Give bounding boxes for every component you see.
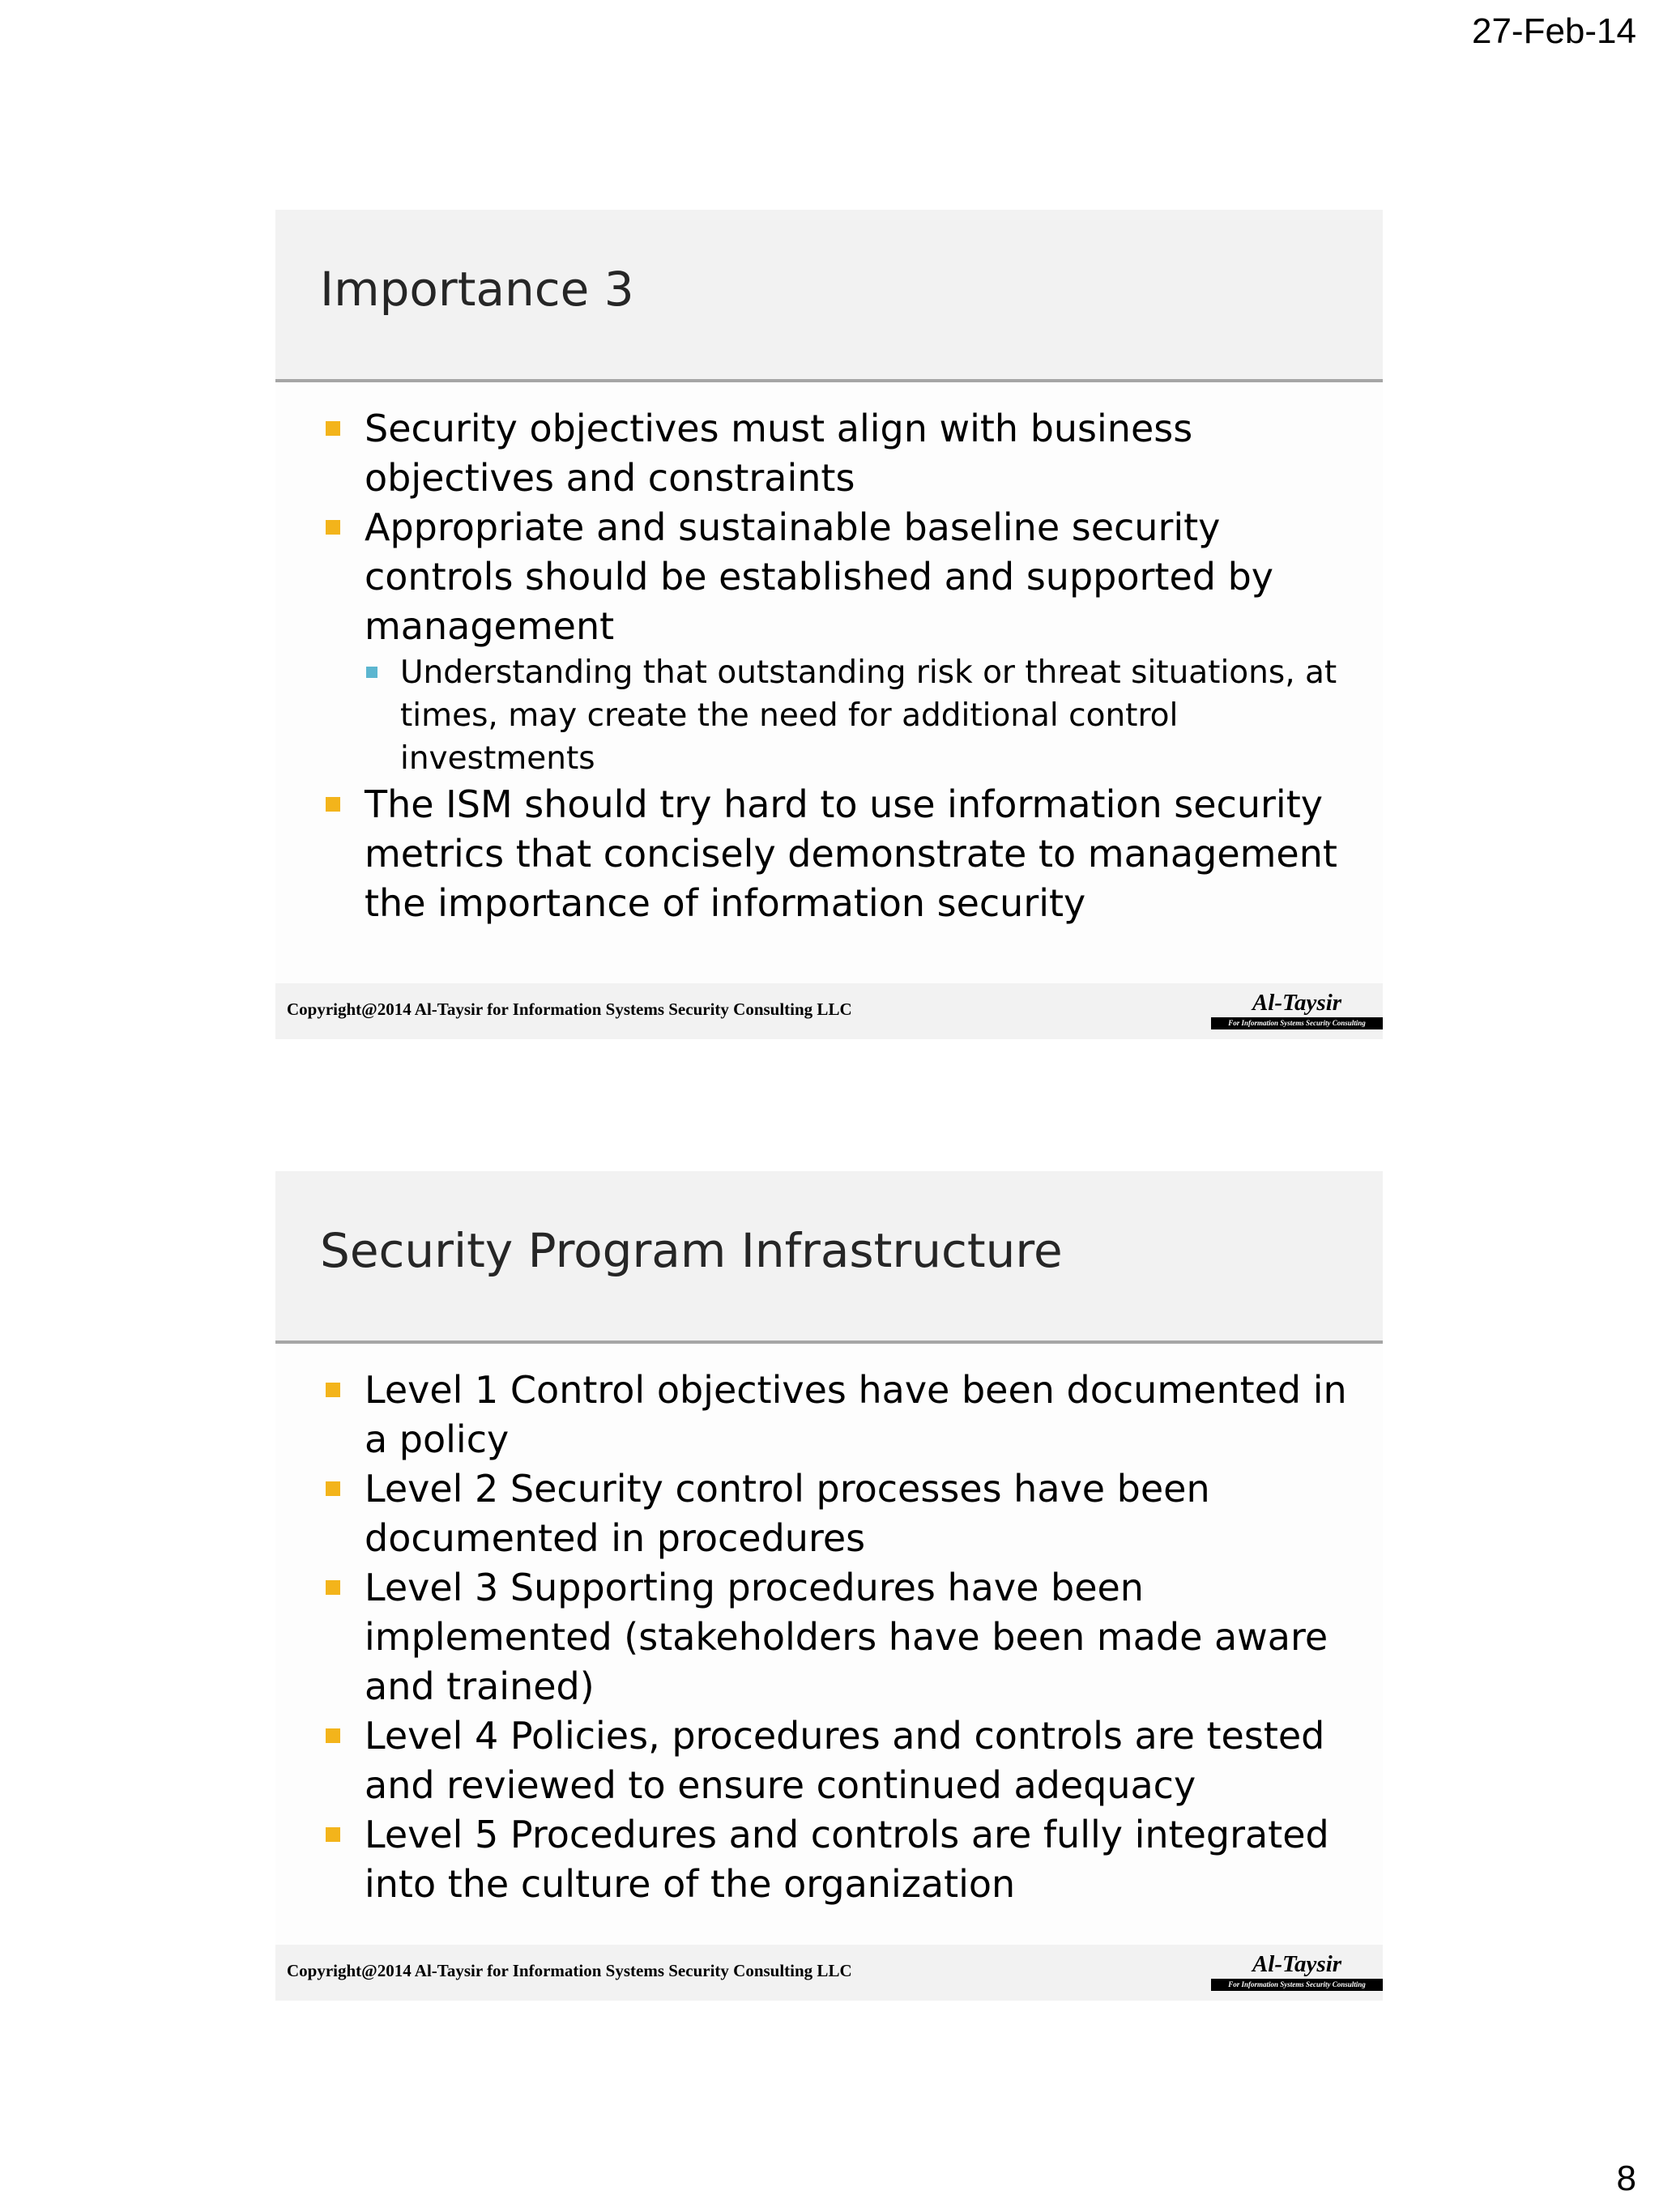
page-number: 8	[1616, 2159, 1636, 2198]
logo-tagline: For Information Systems Security Consulting	[1211, 1017, 1383, 1029]
copyright-notice: Copyright@2014 Al-Taysir for Information Systems Security Consulting LLC	[287, 1961, 852, 1980]
page-date: 27-Feb-14	[1471, 11, 1636, 51]
slide-header	[275, 210, 1383, 379]
slide-footer	[275, 1945, 1383, 2001]
slide-title: Importance 3	[320, 262, 634, 317]
bullet-list	[324, 404, 1369, 928]
bullet-item: Appropriate and sustainable baseline security controls should be established and supported by management	[324, 503, 1369, 651]
header-divider	[275, 379, 1383, 382]
bullet-item: Security objectives must align with business objectives and constraints	[324, 404, 1369, 503]
bullet-item: Level 3 Supporting procedures have been implemented (stakeholders have been made aware and trained)	[324, 1563, 1369, 1711]
slide-importance-3	[275, 210, 1383, 1039]
logo-name: Al-Taysir	[1252, 990, 1342, 1016]
slide-title: Security Program Infrastructure	[320, 1223, 1063, 1278]
slide-header	[275, 1171, 1383, 1340]
header-divider	[275, 1340, 1383, 1344]
slide-body	[324, 1366, 1369, 1909]
bullet-item: Level 2 Security control processes have been documented in procedures	[324, 1464, 1369, 1563]
copyright-notice: Copyright@2014 Al-Taysir for Information Systems Security Consulting LLC	[287, 999, 852, 1019]
slide-footer	[275, 983, 1383, 1039]
slide-body	[324, 404, 1369, 928]
bullet-item: The ISM should try hard to use information security metrics that concisely demonstrate to management the importance of information security	[324, 780, 1369, 928]
sub-bullet-item: Understanding that outstanding risk or threat situations, at times, may create the need for additional control investments	[324, 651, 1369, 780]
logo-tagline: For Information Systems Security Consulting	[1211, 1979, 1383, 1991]
bullet-item: Level 5 Procedures and controls are fully integrated into the culture of the organization	[324, 1810, 1369, 1909]
bullet-item: Level 1 Control objectives have been documented in a policy	[324, 1366, 1369, 1464]
slide-security-program-infrastructure	[275, 1171, 1383, 2001]
logo-name: Al-Taysir	[1252, 1951, 1342, 1977]
bullet-item: Level 4 Policies, procedures and controls are tested and reviewed to ensure continued adequacy	[324, 1711, 1369, 1810]
bullet-list	[324, 1366, 1369, 1909]
al-taysir-logo	[1211, 988, 1383, 1037]
al-taysir-logo	[1211, 1950, 1383, 1998]
